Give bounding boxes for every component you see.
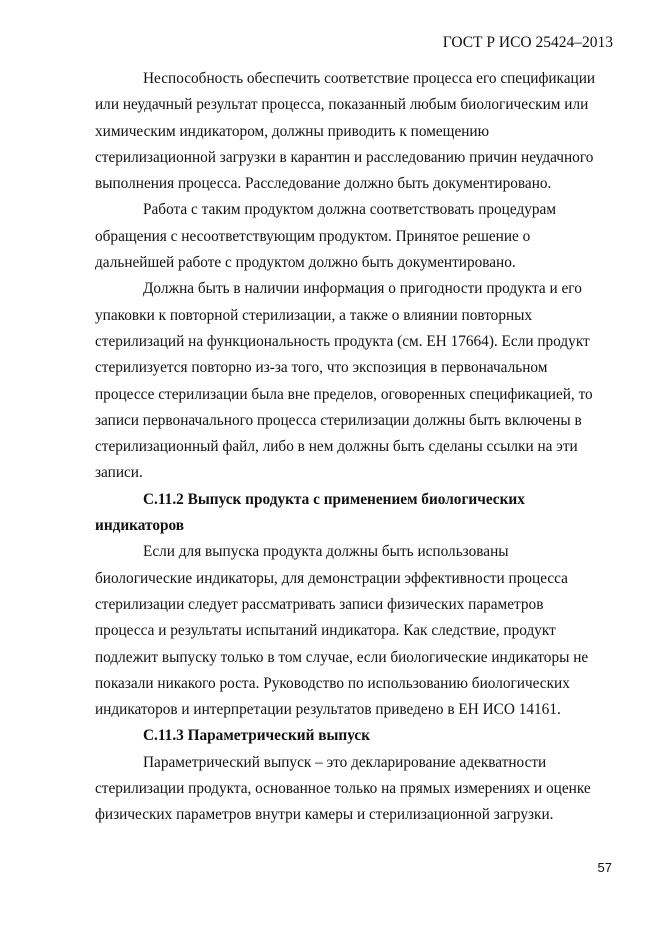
text-line: дальнейшей работе с продуктом должно быть документировано. (95, 254, 516, 272)
text-line: химическим индикатором, должны приводить к помещению (95, 122, 490, 140)
text-line: процесса и результаты испытаний индикатора. Как следствие, продукт (95, 622, 556, 640)
text-line: Неспособность обеспечить соответствие процесса его спецификации (143, 70, 596, 87)
body-text (95, 66, 613, 829)
text-line: подлежит выпуску только в том случае, если биологические индикаторы не (95, 648, 589, 666)
text-line: стерилизационной загрузки в карантин и расследованию причин неудачного (95, 148, 594, 166)
text-line: Если для выпуска продукта должны быть использованы (143, 543, 509, 561)
text-line: физических параметров внутри камеры и стерилизационной загрузки. (95, 806, 554, 824)
text-line: стерилизаций на функциональность продукта (см. ЕН 17664). Если продукт (95, 332, 590, 350)
text-line: записи первоначального процесса стерилизации должны быть включены в (95, 411, 582, 429)
page-number: 57 (597, 860, 612, 875)
text-line: стерилизационный файл, либо в нем должны быть сделаны ссылки на эти (95, 438, 578, 456)
text-line: стерилизуется повторно из-за того, что экспозиция в первоначальном (95, 359, 548, 377)
text-line: биологические индикаторы, для демонстрации эффективности процесса (95, 569, 568, 587)
text-line: стерилизации продукта, основанное только на прямых измерениях и оценке (95, 780, 591, 798)
text-line: упаковки к повторной стерилизации, а также о влиянии повторных (95, 306, 533, 324)
text-line: обращения с несоответствующим продуктом. Принятое решение о (95, 227, 531, 245)
section-heading-line: индикаторов (95, 517, 185, 535)
text-line: стерилизации следует рассматривать записи физических параметров (95, 595, 544, 613)
text-line: или неудачный результат процесса, показанный любым биологическим или (95, 96, 589, 114)
text-line: записи. (95, 464, 143, 482)
text-line: индикаторов и интерпретации результатов приведено в ЕН ИСО 14161. (95, 701, 561, 719)
text-line: показали никакого роста. Руководство по использованию биологических (95, 674, 570, 692)
section-heading-line: С.11.3 Параметрический выпуск (143, 727, 371, 745)
text-line: выполнения процесса. Расследование должно быть документировано. (95, 175, 552, 193)
text-line: Параметрический выпуск – это декларирование адекватности (143, 753, 547, 771)
text-line: Должна быть в наличии информация о пригодности продукта и его (143, 280, 582, 298)
text-line: Работа с таким продуктом должна соответствовать процедурам (143, 201, 557, 219)
section-heading-line: С.11.2 Выпуск продукта с применением биологических (143, 490, 525, 508)
text-line: процессе стерилизации была вне пределов, оговоренных спецификацией, то (95, 385, 593, 403)
document-header: ГОСТ Р ИСО 25424–2013 (442, 34, 613, 51)
